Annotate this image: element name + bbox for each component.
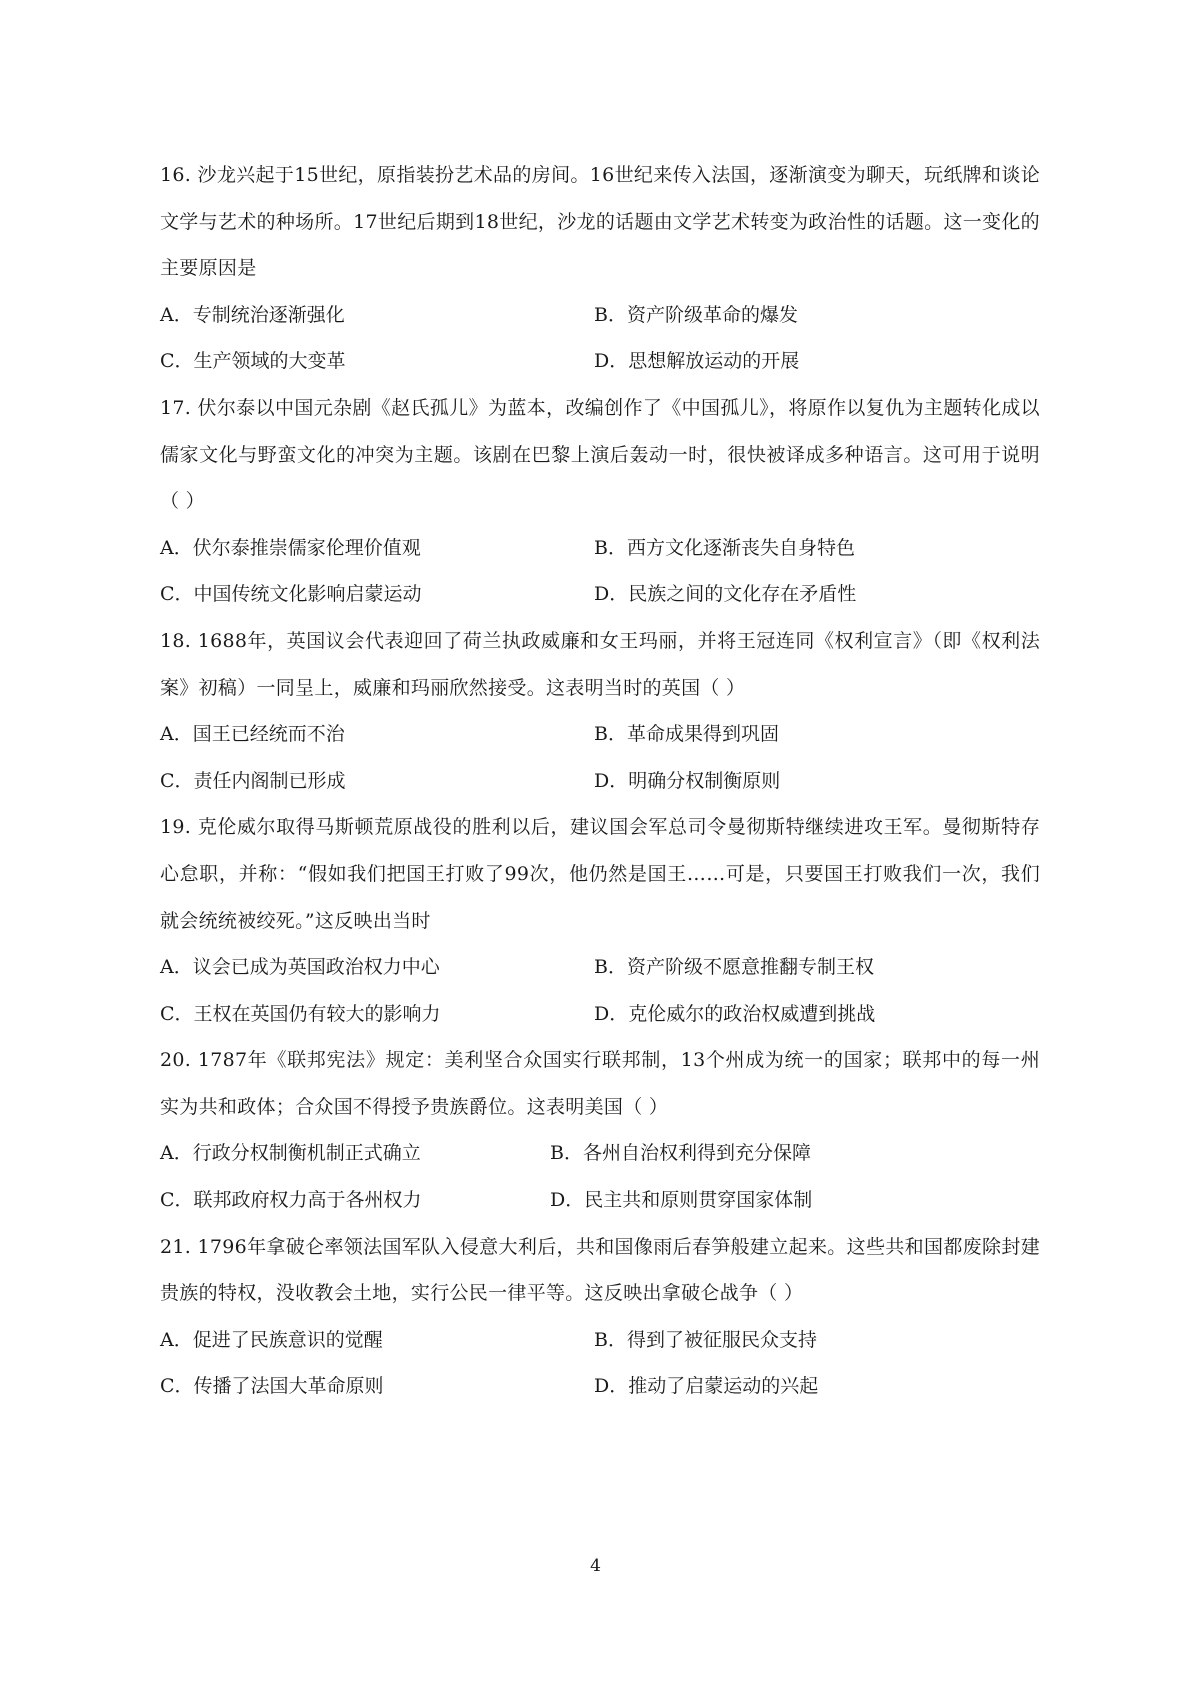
- question-stem: 19. 克伦威尔取得马斯顿荒原战役的胜利以后，建议国会军总司令曼彻斯特继续进攻王军。曼彻斯特存心怠职，并称：“假如我们把国王打败了99次，他仍然是国王……可是，只要国王打败我们一次，我们就会统统被绞死。”这反映出当时: [160, 816, 1040, 932]
- option-row: [160, 525, 1040, 572]
- option-b: B．得到了被征服民众支持: [594, 1328, 817, 1351]
- option-a: A．国王已经统而不治: [160, 723, 345, 746]
- option-row: [160, 991, 1040, 1038]
- option-row: [160, 292, 1040, 339]
- option-row: [160, 1363, 1040, 1410]
- option-row: [160, 338, 1040, 385]
- question-stem: 16. 沙龙兴起于15世纪，原指装扮艺术品的房间。16世纪来传入法国，逐渐演变为聊天，玩纸牌和谈论文学与艺术的种场所。17世纪后期到18世纪，沙龙的话题由文学艺术转变为政治性的话题。这一变化的主要原因是: [160, 164, 1040, 280]
- page-number: 4: [590, 1556, 601, 1576]
- question-18: [160, 618, 1040, 804]
- option-d: D．民主共和原则贯穿国家体制: [550, 1189, 813, 1212]
- option-d: D．明确分权制衡原则: [594, 769, 781, 792]
- option-b: B．资产阶级不愿意推翻专制王权: [594, 956, 874, 979]
- option-c: C．中国传统文化影响启蒙运动: [160, 583, 422, 606]
- option-row: [160, 758, 1040, 805]
- question-list: [160, 152, 1040, 1410]
- option-b: B．西方文化逐渐丧失自身特色: [594, 536, 855, 559]
- option-d: D．克伦威尔的政治权威遭到挑战: [594, 1002, 876, 1025]
- question-21: [160, 1224, 1040, 1410]
- option-row: [160, 1177, 1040, 1224]
- option-a: A．促进了民族意识的觉醒: [160, 1328, 383, 1351]
- option-c: C．传播了法国大革命原则: [160, 1375, 384, 1398]
- option-c: C．王权在英国仍有较大的影响力: [160, 1002, 441, 1025]
- option-c: C．责任内阁制已形成: [160, 769, 346, 792]
- question-stem: 20. 1787年《联邦宪法》规定：美利坚合众国实行联邦制，13个州成为统一的国家；联邦中的每一州实为共和政体；合众国不得授予贵族爵位。这表明美国（ ）: [160, 1049, 1040, 1118]
- option-a: A．专制统治逐渐强化: [160, 303, 345, 326]
- option-c: C．生产领域的大变革: [160, 350, 346, 373]
- option-row: [160, 1317, 1040, 1364]
- option-a: A．议会已成为英国政治权力中心: [160, 956, 440, 979]
- option-b: B．资产阶级革命的爆发: [594, 303, 798, 326]
- option-d: D．思想解放运动的开展: [594, 350, 800, 373]
- question-17: [160, 385, 1040, 618]
- option-b: B．革命成果得到巩固: [594, 723, 779, 746]
- option-row: [160, 1130, 1040, 1177]
- question-stem: 18. 1688年，英国议会代表迎回了荷兰执政威廉和女王玛丽，并将王冠连同《权利宣言》（即《权利法案》初稿）一同呈上，威廉和玛丽欣然接受。这表明当时的英国（ ）: [160, 629, 1040, 699]
- option-d: D．推动了启蒙运动的兴起: [594, 1375, 819, 1398]
- question-stem: 17. 伏尔泰以中国元杂剧《赵氏孤儿》为蓝本，改编创作了《中国孤儿》，将原作以复仇为主题转化成以儒家文化与野蛮文化的冲突为主题。该剧在巴黎上演后轰动一时，很快被译成多种语言。这可用于说明（ ）: [160, 396, 1040, 513]
- option-d: D．民族之间的文化存在矛盾性: [594, 583, 857, 606]
- question-16: [160, 152, 1040, 385]
- option-row: [160, 571, 1040, 618]
- option-row: [160, 944, 1040, 991]
- question-19: [160, 804, 1040, 1037]
- option-c: C．联邦政府权力高于各州权力: [160, 1189, 422, 1212]
- option-a: A．行政分权制衡机制正式确立: [160, 1142, 421, 1165]
- question-stem: 21. 1796年拿破仑率领法国军队入侵意大利后，共和国像雨后春笋般建立起来。这些共和国都废除封建贵族的特权，没收教会土地，实行公民一律平等。这反映出拿破仑战争（ ）: [160, 1235, 1040, 1305]
- option-row: [160, 711, 1040, 758]
- question-20: [160, 1037, 1040, 1223]
- option-a: A．伏尔泰推崇儒家伦理价值观: [160, 536, 421, 559]
- option-b: B．各州自治权利得到充分保障: [550, 1142, 811, 1165]
